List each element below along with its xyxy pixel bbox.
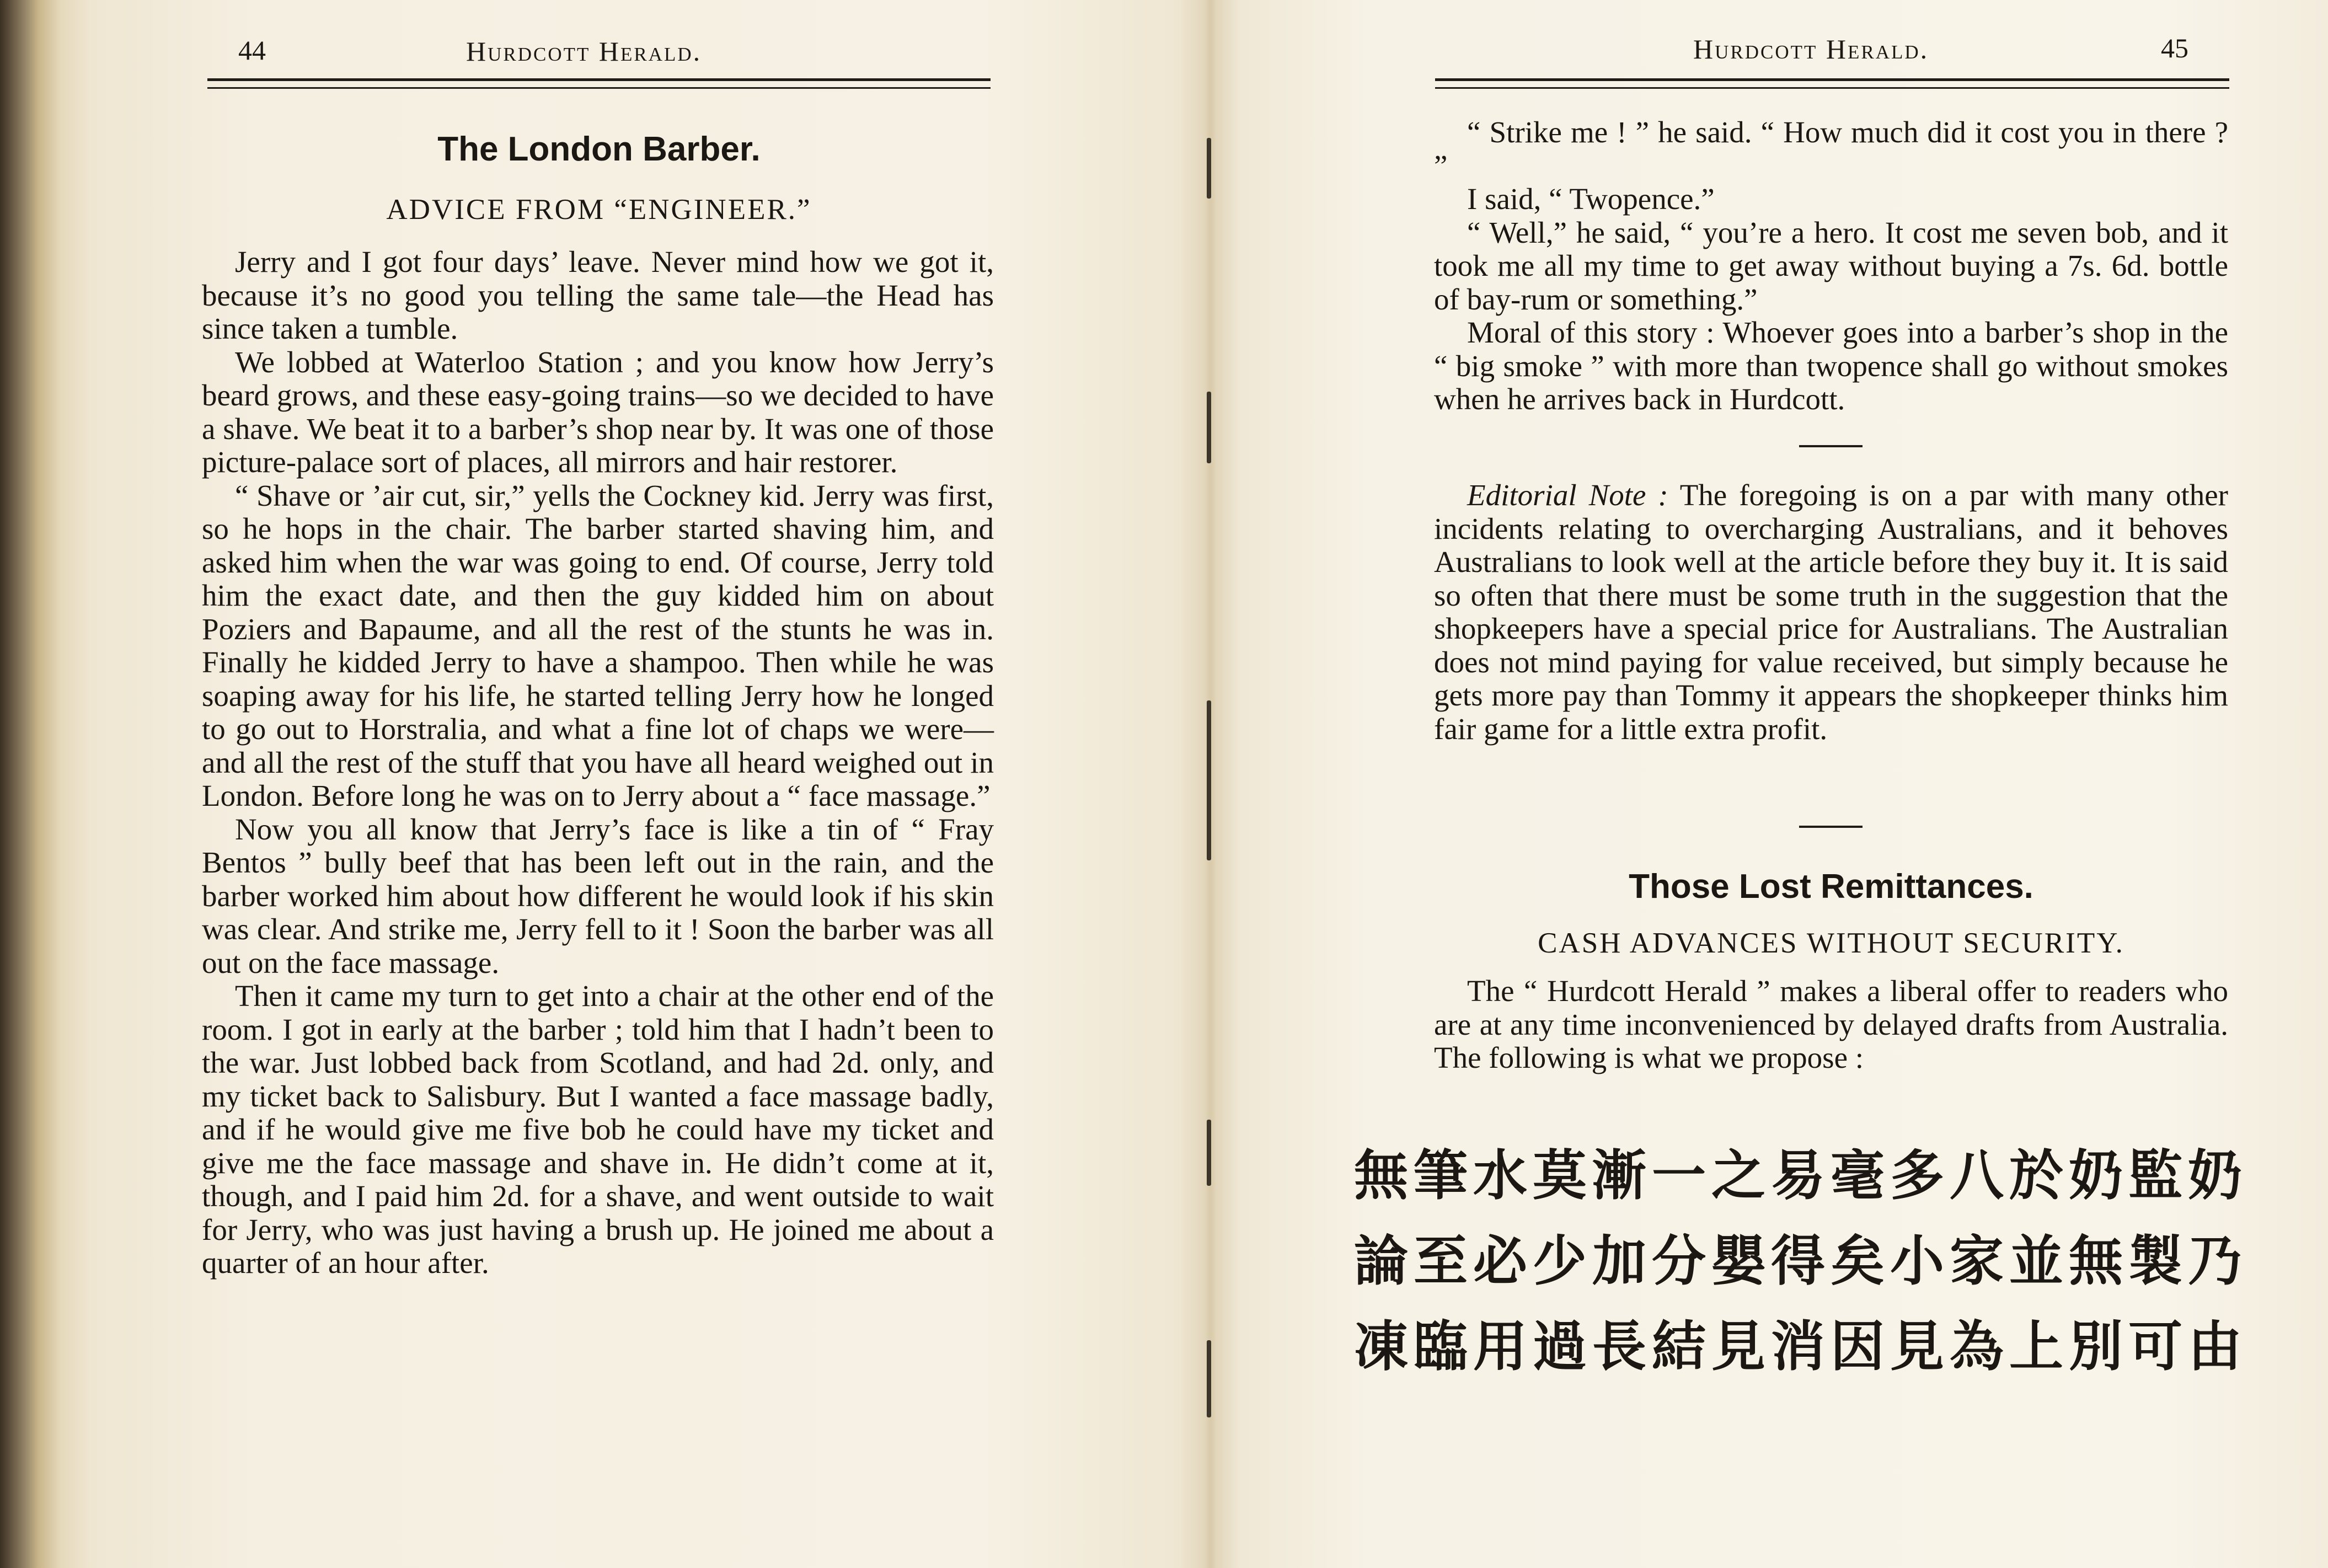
- editorial-text: The foregoing is on a par with many other incidents relating to overcharging Australians, and it behoves Australians to look well at the article before they buy it. It is said so often that there must be some truth in the suggestion that the shopkeepers have a special price for Australians. The Australian does not mind paying for value received, but simply because he gets more pay than Tommy it appears the shopkeeper thinks him fair game for a little extra profit.: [1434, 478, 2228, 746]
- paragraph: I said, “ Twopence.”: [1467, 182, 1715, 216]
- paragraph: Now you all know that Jerry’s face is like a tin of “ Fray Bentos ” bully beef that has been left out in the rain, and the barber worked him about how different he would look if his skin was clear. And strike me, Jerry fell to it ! Soon the barber was all out on the face massage.: [202, 812, 994, 980]
- page-number: 45: [2161, 33, 2188, 63]
- binding-stitch: [1207, 700, 1211, 860]
- article-body: [1434, 975, 2228, 1075]
- article-title: Those Lost Remittances.: [1629, 868, 2033, 906]
- editorial-label: Editorial Note :: [1467, 478, 1668, 512]
- editorial-note: [1434, 479, 2228, 746]
- section-dash: [1799, 826, 1863, 828]
- header-rule: [207, 87, 991, 89]
- chinese-text-line: 無筆水莫漸一之易毫多八於奶監奶: [1354, 1144, 2248, 1207]
- binding-stitch: [1207, 1120, 1211, 1186]
- page-number: 44: [238, 35, 266, 66]
- header-rule: [1435, 87, 2229, 89]
- article-subtitle: CASH ADVANCES WITHOUT SECURITY.: [1538, 927, 2124, 959]
- paragraph: Then it came my turn to get into a chair at the other end of the room. I got in early at the barber ; told him that I hadn’t been to the war. Just lobbed back from Scotland, and had 2d. only, and my ticket back to Salisbury. But I wanted a face massage badly, and if he would give me five bob he could have my ticket and give me the face massage and shave in. He didn’t come at it, though, and I paid him 2d. for a shave, and went outside to wait for Jerry, who was just having a brush up. He joined me about a quarter of an hour after.: [202, 979, 994, 1280]
- paragraph: Moral of this story : Whoever goes into a barber’s shop in the “ big smoke ” with more than twopence shall go without smokes when he arrives back in Hurdcott.: [1434, 315, 2228, 416]
- binding-stitch: [1207, 392, 1211, 463]
- binding-stitch: [1207, 138, 1211, 199]
- article-subtitle: ADVICE FROM “ENGINEER.”: [386, 194, 812, 226]
- article-title: The London Barber.: [437, 130, 761, 168]
- paragraph: The “ Hurdcott Herald ” makes a liberal offer to readers who are at any time inconvenienced by delayed drafts from Australia. The following is what we propose :: [1434, 974, 2228, 1074]
- header-rule: [207, 78, 991, 81]
- running-head: Hurdcott Herald.: [466, 36, 702, 67]
- paragraph: Jerry and I got four days’ leave. Never mind how we got it, because it’s no good you telling the same tale—the Head has since taken a tumble.: [202, 245, 994, 345]
- paragraph: We lobbed at Waterloo Station ; and you know how Jerry’s beard grows, and these easy-going trains—so we decided to have a shave. We beat it to a barber’s shop near by. It was one of those picture-palace sort of places, all mirrors and hair restorer.: [202, 345, 994, 479]
- paragraph: “ Strike me ! ” he said. “ How much did it cost you in there ? ”: [1434, 115, 2228, 183]
- binding-stitch: [1207, 1340, 1211, 1417]
- paragraph: “ Well,” he said, “ you’re a hero. It cost me seven bob, and it took me all my time to get away without buying a 7s. 6d. bottle of bay-rum or something.”: [1434, 215, 2228, 316]
- article-body: [202, 245, 994, 1280]
- chinese-text-line: 凍臨用過長結見消因見為上別可由: [1354, 1315, 2248, 1378]
- header-rule: [1435, 78, 2229, 81]
- paragraph: “ Shave or ’air cut, sir,” yells the Cockney kid. Jerry was first, so he hops in the chair. The barber started shaving him, and asked him when the war was going to end. Of course, Jerry told him the exact date, and then the guy kidded him on about Poziers and Bapaume, and all the rest of the stunts he was in. Finally he kidded Jerry to have a shampoo. Then while he was soaping away for his life, he started telling Jerry how he longed to go out to Horstralia, and what a fine lot of chaps we were—and all the rest of the stuff that you have all heard weighed out in London. Before long he was on to Jerry about a “ face massage.”: [202, 478, 994, 812]
- chinese-text-line: 論至必少加分嬰得矣小家並無製乃: [1354, 1230, 2248, 1293]
- book-cover-edge: [0, 0, 91, 1568]
- editorial-paragraph: [1434, 479, 2228, 746]
- running-head: Hurdcott Herald.: [1693, 34, 1929, 65]
- continued-text: [1434, 116, 2228, 416]
- section-dash: [1799, 445, 1863, 447]
